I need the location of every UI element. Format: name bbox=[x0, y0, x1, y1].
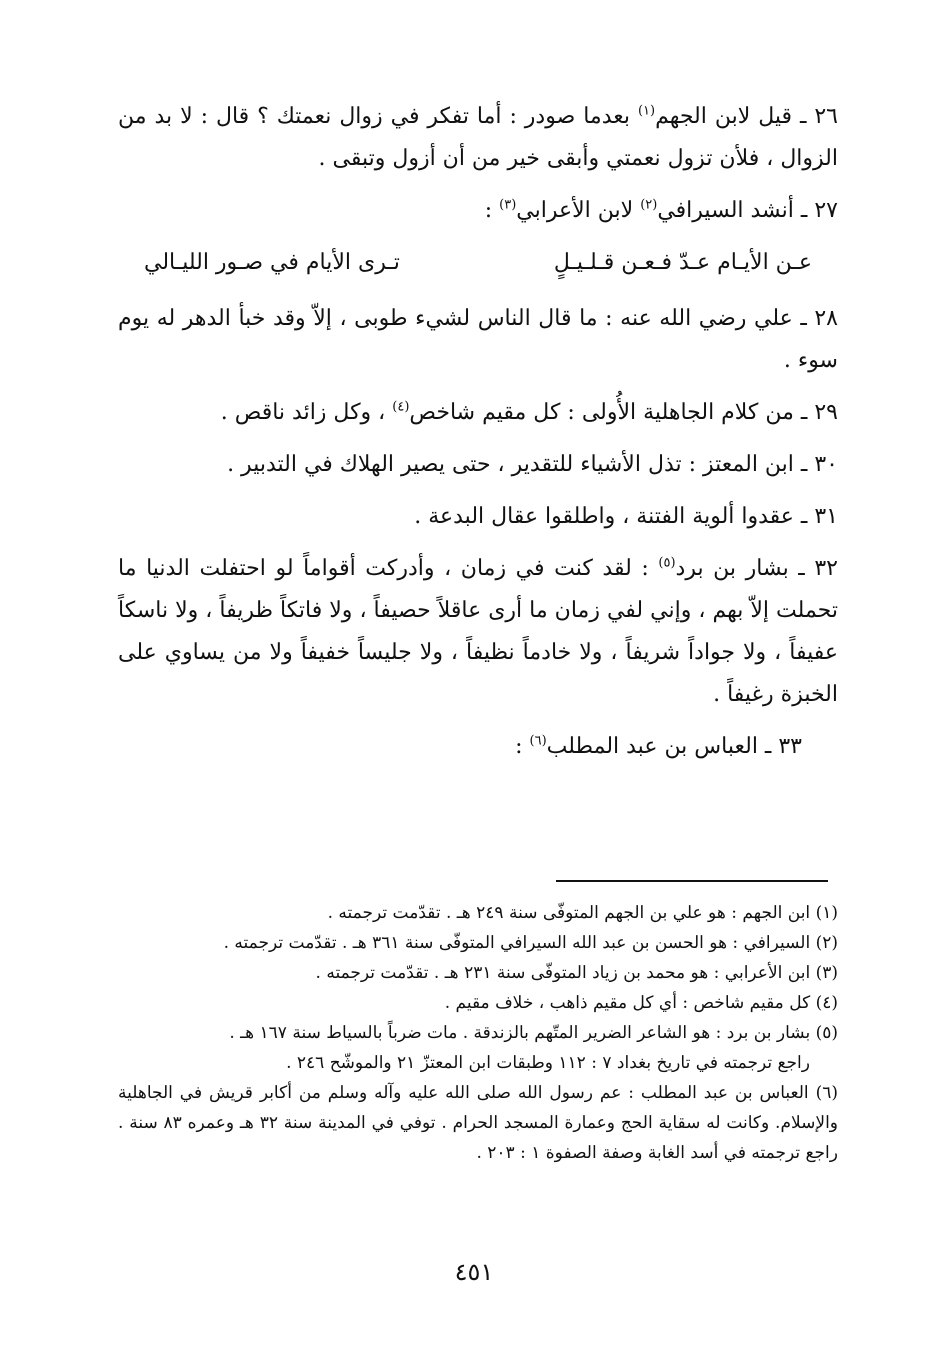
entry-text: ٣٢ ـ بشار بن برد bbox=[675, 556, 838, 581]
entry-text: ٢٩ ـ من كلام الجاهلية الأُولى : كل مقيم شاخص bbox=[409, 400, 838, 425]
entry-text: : لقد كنت في زمان ، وأدركت أقواماً لو احتفلت الدنيا ما تحملت إلاّ بهم ، وإني لفي زمان ما أرى عاقلاً حصيفاً ، ولا فاتكاً ظريفاً ، ولا ناسكاً عفيفاً ، ولا جواداً شريفاً ، ولا خادماً نظيفاً ، ولا جليساً خفيفاً ولا من يساوي على الخبزة رغيفاً . bbox=[118, 556, 838, 707]
main-text bbox=[118, 96, 838, 778]
footnote-2 bbox=[118, 928, 838, 958]
entry-30 bbox=[118, 444, 838, 486]
verse-hemistich-second: تـرى الأيام في صـور الليـالي bbox=[144, 250, 400, 275]
entry-text: : bbox=[484, 198, 500, 223]
entry-29 bbox=[118, 392, 838, 434]
footnote-3 bbox=[118, 958, 838, 988]
footnote-divider bbox=[556, 880, 828, 882]
footnote-ref[interactable]: (١) bbox=[637, 103, 656, 119]
page-number: ٤٥١ bbox=[454, 1258, 494, 1286]
footnote-text: كل مقيم شاخص : أي كل مقيم ذاهب ، خلاف مقيم . bbox=[444, 993, 811, 1013]
footnote-text: ابن الجهم : هو علي بن الجهم المتوفّى سنة ٢٤٩ هـ . تقدّمت ترجمته . bbox=[327, 903, 811, 923]
footnote-6 bbox=[118, 1078, 838, 1168]
entry-text: ٣٣ ـ العباس بن عبد المطلب bbox=[546, 734, 802, 759]
entry-text: ٢٧ ـ أنشد السيرافي bbox=[657, 198, 838, 223]
footnote-mark: (٣) bbox=[815, 963, 838, 983]
footnotes bbox=[118, 898, 838, 1168]
footnote-ref[interactable]: (٢) bbox=[640, 197, 658, 213]
entry-text: ، وكل زائد ناقص . bbox=[220, 400, 393, 425]
footnote-1 bbox=[118, 898, 838, 928]
footnote-ref[interactable]: (٤) bbox=[392, 399, 410, 415]
poem-verse bbox=[118, 242, 838, 284]
footnote-ref[interactable]: (٥) bbox=[658, 555, 676, 571]
entry-31 bbox=[118, 496, 838, 538]
entry-text: ٣١ ـ عقدوا ألوية الفتنة ، واطلقوا عقال البدعة . bbox=[414, 504, 838, 529]
footnote-text: ابن الأعرابي : هو محمد بن زياد المتوفّى سنة ٢٣١ هـ . تقدّمت ترجمته . bbox=[315, 963, 811, 983]
entry-28 bbox=[118, 298, 838, 382]
footnote-mark: (٦) bbox=[815, 1083, 839, 1103]
entry-text: ٢٨ ـ علي رضي الله عنه : ما قال الناس لشيء طوبى ، إلاّ وقد خبأ الدهر له يوم سوء . bbox=[118, 306, 838, 373]
entry-32 bbox=[118, 548, 838, 716]
footnote-ref[interactable]: (٦) bbox=[529, 733, 547, 749]
entry-text: ٢٦ ـ قيل لابن الجهم bbox=[655, 104, 838, 129]
footnote-text: العباس بن عبد المطلب : عم رسول الله صلى الله عليه وآله وسلم من أكابر قريش في الجاهلية والإسلام. وكانت له سقاية الحج وعمارة المسجد الحرام . توفي في المدينة سنة ٣٢ هـ وعمره ٨٣ سنة . راجع ترجمته في أسد الغابة وصفة الصفوة ١ : ٢٠٣ . bbox=[118, 1083, 838, 1163]
footnote-text: السيرافي : هو الحسن بن عبد الله السيرافي المتوفّى سنة ٣٦١ هـ . تقدّمت ترجمته . bbox=[223, 933, 811, 953]
entry-27 bbox=[118, 190, 838, 232]
footnote-mark: (٢) bbox=[815, 933, 838, 953]
footnote-mark: (١) bbox=[815, 903, 838, 923]
footnote-4 bbox=[118, 988, 838, 1018]
verse-hemistich-first: عـن الأيـام عـدّ فـعـن قـلـيـلٍ bbox=[553, 250, 812, 275]
footnote-mark: (٥) bbox=[815, 1023, 838, 1043]
footnote-continuation: راجع ترجمته في تاريخ بغداد ٧ : ١١٢ وطبقات ابن المعتزّ ٢١ والموشّح ٢٤٦ . bbox=[286, 1053, 810, 1073]
entry-26 bbox=[118, 96, 838, 180]
footnote-text: بشار بن برد : هو الشاعر الضرير المتّهم بالزندقة . مات ضرباً بالسياط سنة ١٦٧ هـ . bbox=[229, 1023, 811, 1043]
footnote-mark: (٤) bbox=[815, 993, 838, 1013]
entry-text: لابن الأعرابي bbox=[516, 198, 641, 223]
entry-text: : bbox=[515, 734, 530, 759]
entry-text: ٣٠ ـ ابن المعتز : تذل الأشياء للتقدير ، حتى يصير الهلاك في التدبير . bbox=[227, 452, 838, 477]
footnote-ref[interactable]: (٣) bbox=[499, 197, 517, 213]
entry-text: بعدما صودر : أما تفكر في زوال نعمتك ؟ قال : لا بد من الزوال ، فلأن تزول نعمتي وأبقى خير من أن أزول وتبقى . bbox=[118, 104, 838, 171]
entry-33 bbox=[118, 726, 838, 768]
footnote-5 bbox=[118, 1018, 838, 1078]
